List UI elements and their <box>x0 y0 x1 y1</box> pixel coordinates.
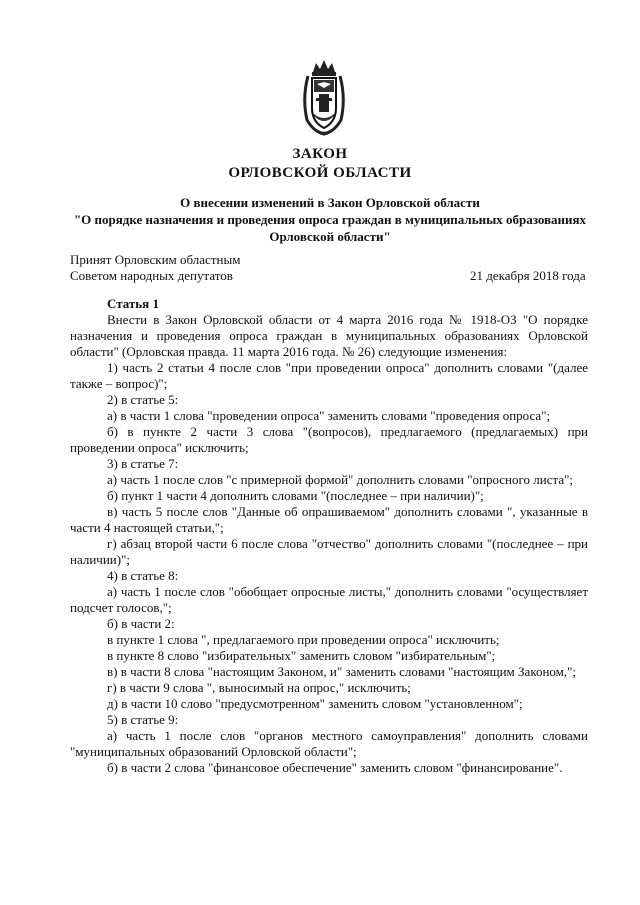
subject-line-3: Орловской области" <box>269 229 391 244</box>
adoption-line-2: Советом народных депутатов <box>70 268 233 283</box>
paragraph: д) в части 10 слово "предусмотренном" заменить словом "установленном"; <box>107 696 523 711</box>
article-heading: Статья 1 <box>107 296 159 311</box>
paragraph: 4) в статье 8: <box>107 568 179 583</box>
paragraph: в пункте 8 слово "избирательных" заменить словом "избирательным"; <box>107 648 496 663</box>
paragraph: г) абзац второй части 6 после слова "отчество" дополнить словами "(последнее – при наличии)"; <box>70 536 588 567</box>
paragraph: в пункте 1 слова ", предлагаемого при проведении опроса" исключить; <box>107 632 500 647</box>
paragraph: б) пункт 1 части 4 дополнить словами "(последнее – при наличии)"; <box>107 488 484 503</box>
paragraph: 1) часть 2 статьи 4 после слов "при проведении опроса" дополнить словами "(далее также – вопрос)"; <box>70 360 588 391</box>
paragraph: а) в части 1 слова "проведении опроса" заменить словами "проведения опроса"; <box>107 408 551 423</box>
paragraph: б) в части 2 слова "финансовое обеспечение" заменить словом "финансирование". <box>107 760 563 775</box>
paragraph: а) часть 1 после слов "с примерной формой" дополнить словами "опросного листа"; <box>107 472 574 487</box>
paragraph: б) в части 2: <box>107 616 175 631</box>
paragraph: а) часть 1 после слов "обобщает опросные листы," дополнить словами "осуществляет подсчет голосов,"; <box>70 584 588 615</box>
subject-line-2: "О порядке назначения и проведения опроса граждан в муниципальных образованиях <box>73 212 587 227</box>
adoption-date: 21 декабря 2018 года <box>470 268 586 283</box>
region-title: ОРЛОВСКОЙ ОБЛАСТИ <box>228 165 412 181</box>
paragraph: Внести в Закон Орловской области от 4 марта 2016 года № 1918-ОЗ "О порядке назначения и проведения опроса граждан в муниципальных образованиях Орловской области" (Орловская правда. 11 марта 2016 года. № 26) следующие изменения: <box>70 312 588 359</box>
article-body <box>70 296 588 776</box>
adoption-line-1: Принят Орловским областным <box>70 252 241 267</box>
coat-of-arms-emblem <box>299 58 349 138</box>
subject-line-1: О внесении изменений в Закон Орловской области <box>180 195 480 210</box>
paragraph: 3) в статье 7: <box>107 456 179 471</box>
paragraph: а) часть 1 после слов "органов местного самоуправления" дополнить словами "муниципальных образований Орловской области"; <box>70 728 588 759</box>
paragraph: б) в пункте 2 части 3 слова "(вопросов), предлагаемого (предлагаемых) при проведении опроса" исключить; <box>70 424 588 455</box>
paragraph: в) часть 5 после слов "Данные об опрашиваемом" дополнить словами ", указанные в части 4 настоящей статьи,"; <box>70 504 588 535</box>
paragraph: 5) в статье 9: <box>107 712 179 727</box>
paragraph: г) в части 9 слова ", выносимый на опрос," исключить; <box>107 680 411 695</box>
paragraph: 2) в статье 5: <box>107 392 179 407</box>
paragraph: в) в части 8 слова "настоящим Законом, и" заменить словами "настоящим Законом,"; <box>107 664 577 679</box>
law-title: ЗАКОН <box>292 146 348 162</box>
